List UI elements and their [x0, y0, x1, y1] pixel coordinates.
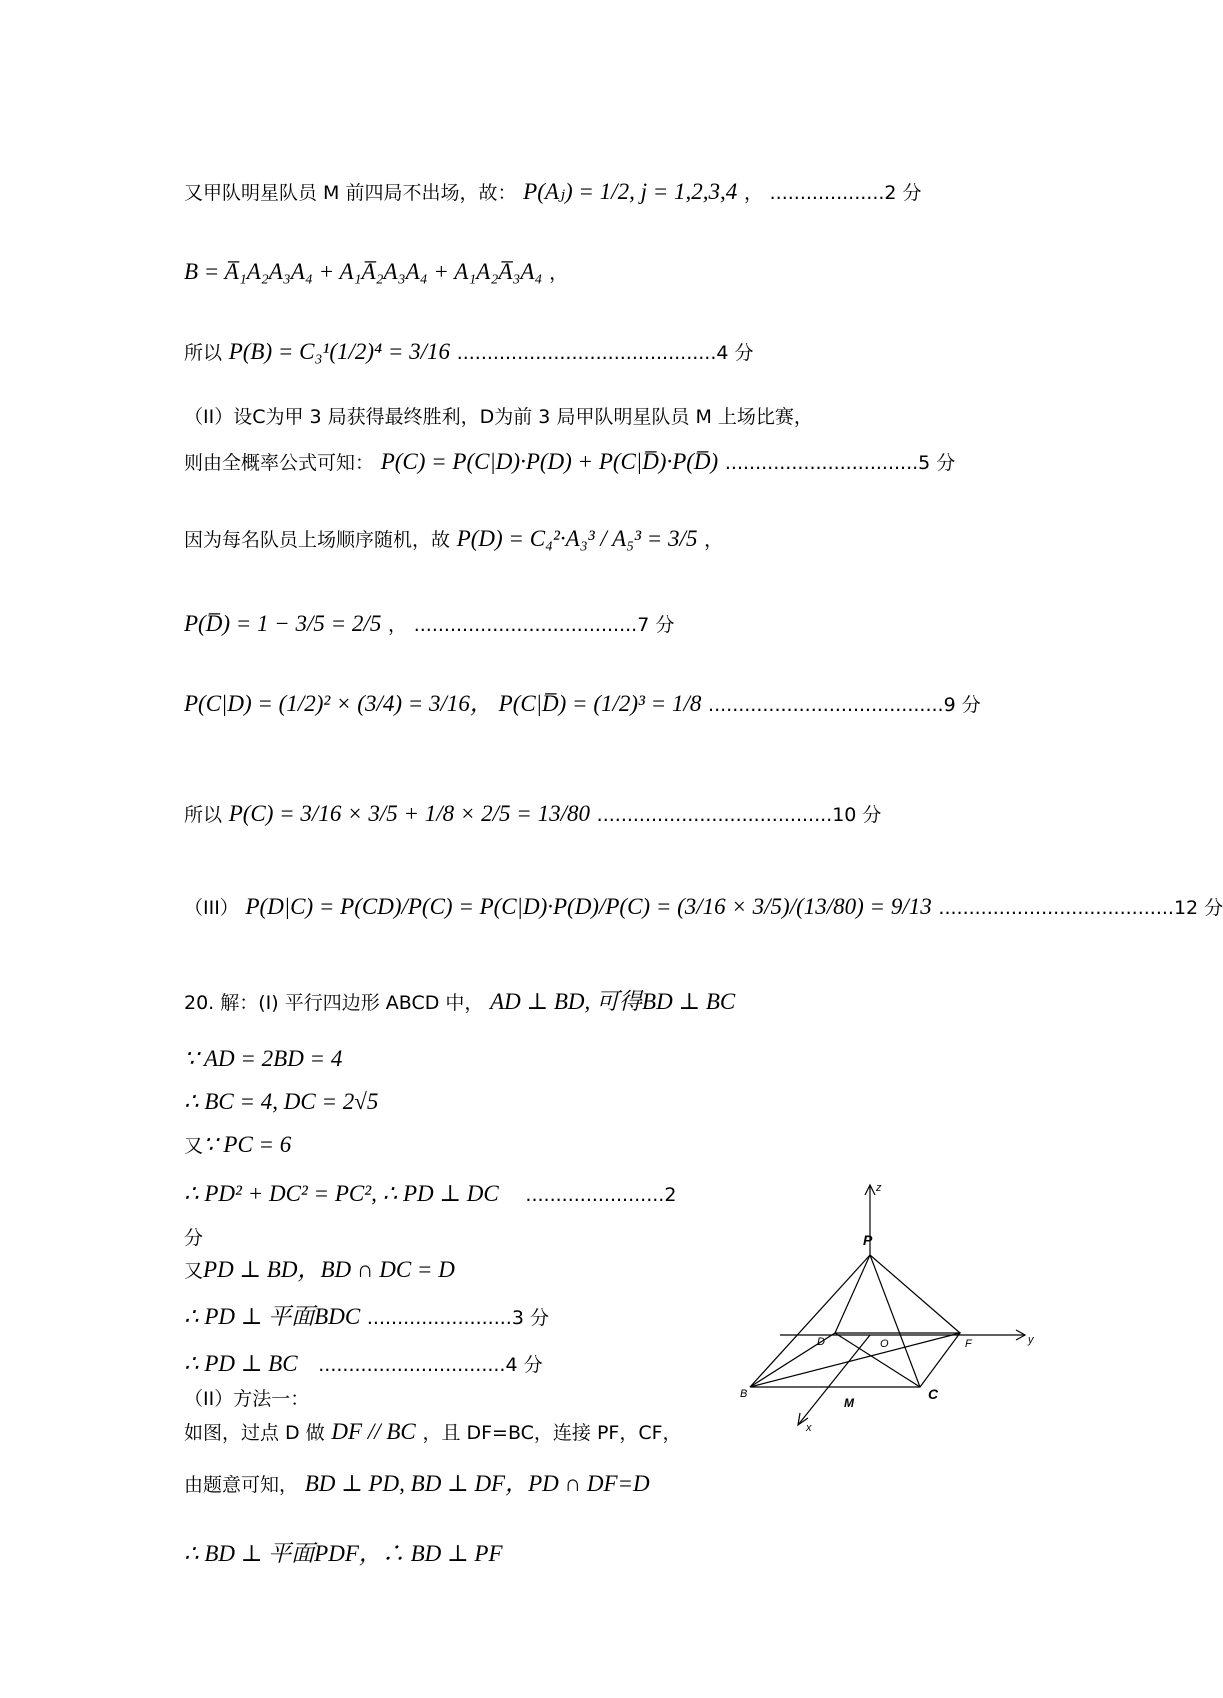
score-mark: 3 分	[511, 1307, 549, 1329]
edge-pd	[835, 1255, 870, 1333]
score-mark: 5 分	[918, 452, 956, 474]
score-dots: ........................	[366, 1307, 512, 1329]
formula: P(D̅) = 1 − 3/5 = 2/5	[184, 611, 382, 636]
pyramid-figure	[740, 1175, 1040, 1435]
line-suffix: ，且 DF=BC，连接 PF，CF，	[422, 1422, 682, 1444]
edge-pb	[750, 1255, 870, 1387]
line-pd-bar	[184, 610, 674, 638]
score-mark: 2	[664, 1184, 677, 1206]
line-pd-bd	[184, 1256, 455, 1284]
score-mark: 9 分	[943, 694, 981, 716]
formula: P(C) = P(C|D)·P(D) + P(C|D̅)·P(D̅)	[380, 449, 719, 474]
line-part2-intro	[184, 404, 813, 429]
score-dots: ................................	[724, 452, 919, 474]
formula: P(B) = C₃¹(1/2)⁴ = 3/16	[228, 339, 450, 364]
line-total-prob	[184, 448, 955, 476]
line-suffix: ，	[388, 614, 408, 636]
label-c: C	[928, 1386, 939, 1402]
line-prefix: 因为每名队员上场顺序随机，故	[184, 529, 451, 551]
line-bd-pf	[184, 1540, 503, 1568]
score-mark: 4 分	[505, 1354, 543, 1376]
score-mark: 10 分	[832, 804, 882, 826]
formula: B = A̅₁A₂A₃A₄ + A₁A̅₂A₃A₄ + A₁A₂A̅₃A₄	[184, 259, 543, 284]
diagonal-dc	[835, 1333, 920, 1387]
line-prefix: 分	[184, 1227, 204, 1249]
edge-pf	[870, 1255, 960, 1333]
line-prefix: 则由全概率公式可知：	[184, 452, 375, 474]
score-dots: ...............................	[318, 1354, 506, 1376]
score-mark: 2 分	[884, 182, 922, 204]
line-prefix: 又	[184, 1260, 204, 1282]
line-prefix: 如图，过点 D 做	[184, 1422, 325, 1444]
formula: BD ⊥ PD, BD ⊥ DF，PD ∩ DF=D	[304, 1471, 650, 1496]
score-dots: .......................	[525, 1184, 665, 1206]
line-fen-wrap	[184, 1225, 203, 1250]
line-df-bc	[184, 1418, 682, 1446]
formula: P(D|C) = P(CD)/P(C) = P(C|D)·P(D)/P(C) = (3/16 × 3/5)/(13/80) = 9/13	[245, 894, 932, 919]
line-method1	[184, 1386, 309, 1411]
formula: P(C|D) = (1/2)² × (3/4) = 3/16， P(C|D̅) = (1/2)³ = 1/8	[184, 691, 702, 716]
edge-pc	[870, 1255, 920, 1387]
formula: ∴ BD ⊥ 平面PDF，∴ BD ⊥ PF	[184, 1541, 503, 1566]
line-bd-perp	[184, 1470, 650, 1498]
label-m: M	[844, 1396, 854, 1410]
score-mark: 4 分	[716, 342, 754, 364]
line-condition-pa	[184, 178, 922, 206]
line-pb	[184, 338, 754, 366]
formula: P(D) = C₄²·A₃³ / A₅³ = 3/5	[456, 526, 698, 551]
line-event-b	[184, 258, 568, 286]
label-p: P	[863, 1232, 873, 1248]
score-dots: .......................................	[938, 897, 1174, 919]
formula: ∵ AD = 2BD = 4	[184, 1046, 343, 1071]
line-q20-start	[184, 988, 735, 1016]
score-dots: .......................................	[708, 694, 944, 716]
line-pc-6	[184, 1131, 291, 1159]
line-part3	[184, 893, 1223, 921]
line-prefix: 20. 解：(I) 平行四边形 ABCD 中，	[184, 992, 484, 1014]
formula: DF // BC	[331, 1419, 416, 1444]
score-mark: 12 分	[1173, 897, 1223, 919]
diagonal-bf	[750, 1333, 960, 1387]
line-prefix: 所以	[184, 804, 223, 826]
score-dots: .....................................	[413, 614, 638, 636]
line-prefix: 由题意可知，	[184, 1474, 299, 1496]
score-dots: .......................................	[596, 804, 833, 826]
formula: ∴ PD ⊥ BC	[184, 1351, 298, 1376]
line-suffix: ，	[704, 529, 724, 551]
label-d: D	[817, 1336, 825, 1348]
line-pd-bc	[184, 1350, 543, 1378]
line-prefix: 所以	[184, 342, 223, 364]
line-prefix: （II）设C为甲 3 局获得最终胜利，D为前 3 局甲队明星队员 M 上场比赛，	[184, 406, 813, 428]
formula: ∴ PD ⊥ 平面BDC	[184, 1304, 361, 1329]
line-pd	[184, 525, 723, 553]
score-dots: ...................	[769, 182, 885, 204]
line-prefix: （II）方法一：	[184, 1388, 310, 1410]
formula: P(Aⱼ) = 1/2, j = 1,2,3,4	[523, 179, 738, 204]
label-o: O	[880, 1338, 889, 1350]
line-conditional	[184, 690, 981, 718]
label-z: z	[876, 1182, 882, 1194]
formula: P(C) = 3/16 × 3/5 + 1/8 × 2/5 = 13/80	[228, 801, 590, 826]
line-prefix: 又	[184, 1135, 204, 1157]
label-y: y	[1028, 1334, 1034, 1346]
label-f: F	[965, 1338, 972, 1350]
line-prefix: 又甲队明星队员 M 前四局不出场，故：	[184, 182, 517, 204]
formula: ∵ PC = 6	[203, 1132, 292, 1157]
label-b: B	[740, 1388, 748, 1400]
formula: ∴ BC = 4, DC = 2√5	[184, 1089, 379, 1114]
line-therefore-bc	[184, 1088, 378, 1116]
line-pythagoras	[184, 1180, 676, 1208]
line-suffix: ，	[549, 262, 569, 284]
formula: ∴ PD² + DC² = PC², ∴ PD ⊥ DC	[184, 1181, 499, 1206]
line-prefix: （III）	[184, 897, 239, 919]
line-suffix: ，	[743, 182, 763, 204]
score-dots: ...........................................	[456, 342, 717, 364]
formula: PD ⊥ BD，BD ∩ DC = D	[203, 1257, 455, 1282]
line-pd-plane	[184, 1303, 549, 1331]
label-x: x	[806, 1422, 812, 1434]
formula: AD ⊥ BD, 可得BD ⊥ BC	[490, 989, 736, 1014]
line-because-ad	[184, 1045, 342, 1073]
line-pc	[184, 800, 881, 828]
score-mark: 7 分	[637, 614, 675, 636]
